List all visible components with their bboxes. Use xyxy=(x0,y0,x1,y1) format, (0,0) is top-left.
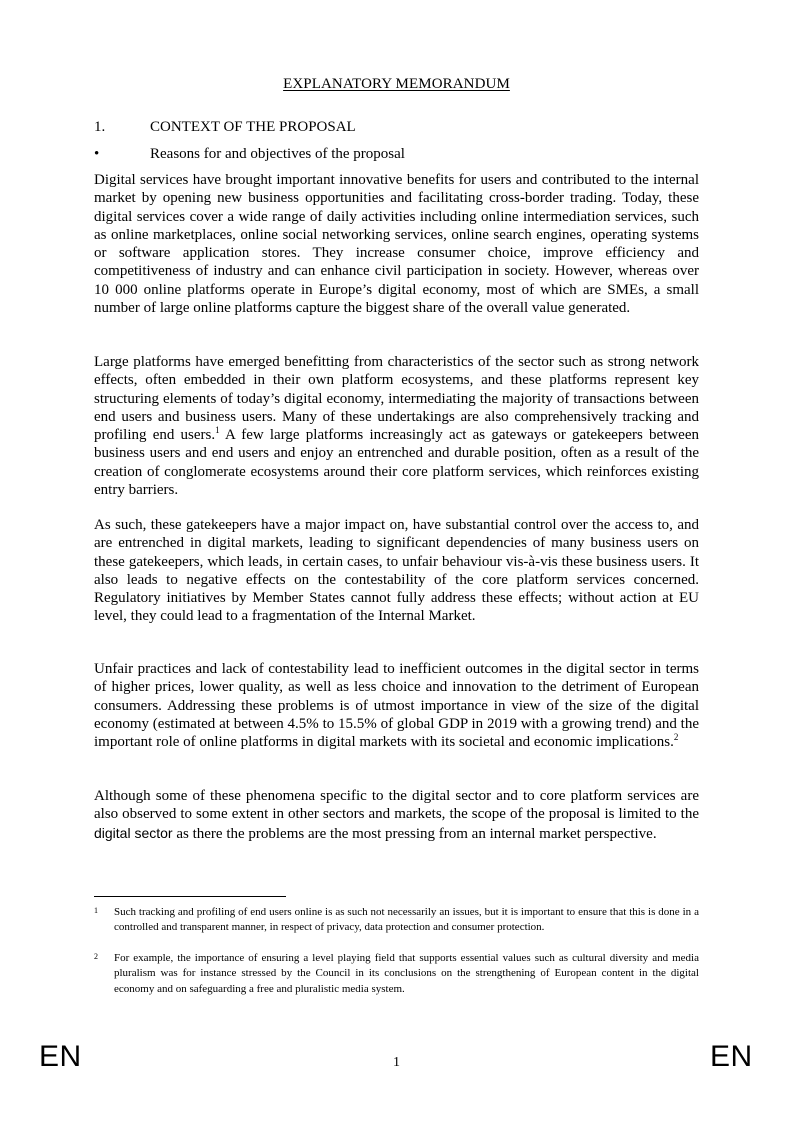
paragraph-4-text: Unfair practices and lack of contestability lead to inefficient outcomes in the digital sector in terms of higher prices, lower quality, as well as less choice and innovation to the detriment of European consumers. Addressing these problems is of utmost importance in view of the size of the digital economy (estimated at between 4.5% to 15.5% of global GDP in 2019 with a growing trend) and the important role of online platforms in digital markets with its societal and economic implications. xyxy=(94,661,699,751)
footnote-2 xyxy=(94,951,699,997)
page-number: 1 xyxy=(393,1055,400,1070)
language-code-right: EN xyxy=(710,1040,753,1073)
paragraph-2 xyxy=(94,353,699,499)
section-title: CONTEXT OF THE PROPOSAL xyxy=(150,119,356,135)
bullet-icon: • xyxy=(94,146,100,162)
section-number: 1. xyxy=(94,119,106,135)
paragraph-3: As such, these gatekeepers have a major impact on, have substantial control over the access to, and are entrenched in digital markets, leading to significant dependencies of many business users on these gatekeepers, which leads, in certain cases, to unfair behaviour vis-à-vis these business users. It also leads to negative effects on the contestability of the core platform services concerned. Regulatory initiatives by Member States cannot fully address these effects; without action at EU level, they could lead to a fragmentation of the Internal Market. xyxy=(94,517,699,625)
footnote-2-mark: 2 xyxy=(94,952,98,961)
paragraph-1: Digital services have brought important innovative benefits for users and contributed to the internal market by opening new business opportunities and facilitating cross-border trading. Today, these digital services cover a wide range of daily activities including online intermediation services, such as online marketplaces, online social networking services, online search engines, operating systems or software application stores. They increase consumer choice, improve efficiency and competitiveness of industry and can enhance civil participation in society. However, whereas over 10 000 online platforms operate in Europe’s digital economy, most of which are SMEs, a small number of large online platforms capture the biggest share of the overall value generated. xyxy=(94,172,699,317)
paragraph-2-text: Large platforms have emerged benefitting from characteristics of the sector such as strong network effects, often embedded in their own platform ecosystems, and these platforms represent key structuring elements of today’s digital economy, intermediating the majority of transactions between end users and business users. Many of these undertakings are also comprehensively tracking and profiling end users. xyxy=(94,354,699,444)
paragraph-5-text: Although some of these phenomena specific to the digital sector and to core platform services are also observed to some extent in other sectors and markets, the scope of the proposal is limited to the xyxy=(94,788,699,823)
paragraph-4 xyxy=(94,660,699,751)
paragraph-5 xyxy=(94,787,699,843)
footnote-1-text: Such tracking and profiling of end users online is as such not necessarily an issues, but it is important to ensure that this is done in a controlled and transparent manner, in respect of privacy, data protection and consumer protection. xyxy=(114,906,699,934)
document-title: EXPLANATORY MEMORANDUM xyxy=(283,76,510,92)
highlighted-term: digital sector xyxy=(94,824,173,841)
footnote-divider xyxy=(94,896,286,897)
footnote-1 xyxy=(94,905,699,936)
footnote-1-mark: 1 xyxy=(94,906,98,915)
paragraph-2-text-cont: A few large platforms increasingly act as gateways or gatekeepers between business users and end users and enjoy an entrenched and durable position, often as a result of the creation of conglomerate ecosystems around their core platform services, which reinforces existing entry barriers. xyxy=(94,427,699,499)
footnote-2-text: For example, the importance of ensuring a level playing field that supports essential values such as cultural diversity and media pluralism was for instance stressed by the Council in its conclusions on the strengthening of European content in the digital economy and on safeguarding a free and pluralistic media system. xyxy=(114,952,699,995)
subsection-title: Reasons for and objectives of the proposal xyxy=(150,146,405,162)
footnote-reference-1[interactable]: 1 xyxy=(215,425,220,436)
footnote-reference-2[interactable]: 2 xyxy=(673,732,679,743)
paragraph-5-text-cont: as there the problems are the most pressing from an internal market perspective. xyxy=(172,825,657,842)
language-code-left: EN xyxy=(39,1040,82,1073)
